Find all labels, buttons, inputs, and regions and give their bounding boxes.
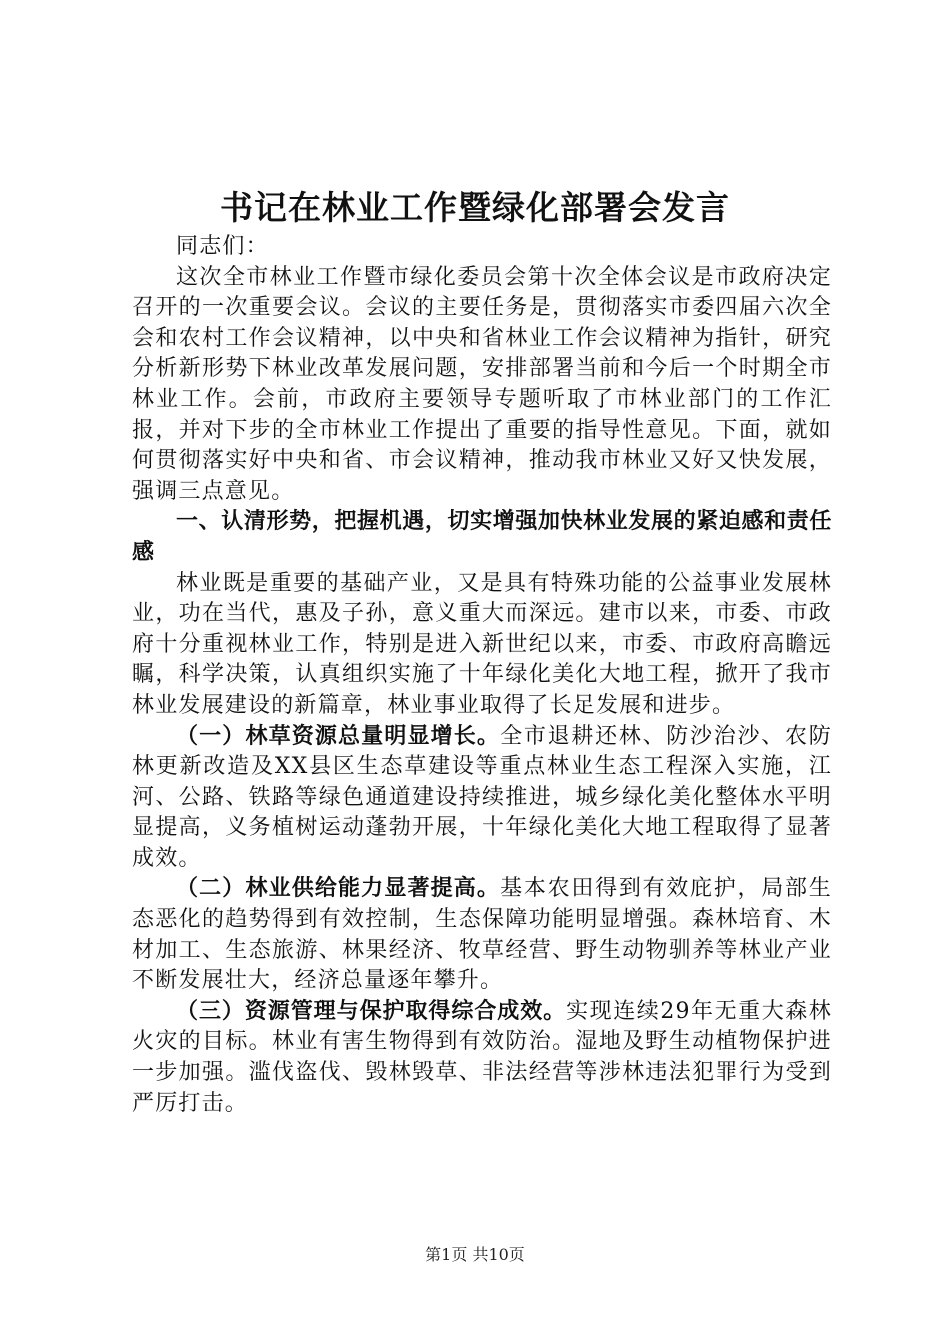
item-2-paragraph	[132, 874, 832, 996]
document-body	[132, 232, 832, 1119]
item-3-lead: （三）资源管理与保护取得综合成效。	[176, 998, 567, 1024]
item-2-text: 基本农田得到有效庇护，局部生态恶化的趋势得到有效控制，生态保障功能明显增强。森林培育、木材加工、生态旅游、林果经济、牧草经营、野生动物驯养等林业产业不断发展壮大，经济总量逐年攀升。	[132, 876, 832, 994]
item-2-lead: （二）林业供给能力显著提高。	[176, 876, 501, 902]
greeting: 同志们：	[176, 234, 269, 259]
intro-paragraph: 这次全市林业工作暨市绿化委员会第十次全体会议是市政府决定召开的一次重要会议。会议的主要任务是，贯彻落实市委四届六次全会和农村工作会议精神，以中央和省林业工作会议精神为指针，研究分析新形势下林业改革发展问题，安排部署当前和今后一个时期全市林业工作。会前，市政府主要领导专题听取了市林业部门的工作汇报，并对下步的全市林业工作提出了重要的指导性意见。下面，就如何贯彻落实好中央和省、市会议精神，推动我市林业又好又快发展，强调三点意见。	[132, 264, 832, 504]
page-footer: 第1页 共10页	[425, 1245, 525, 1264]
section-1-heading: 一、认清形势，把握机遇，切实增强加快林业发展的紧迫感和责任感	[132, 509, 832, 565]
item-3-paragraph	[132, 997, 832, 1119]
item-1-paragraph	[132, 722, 832, 875]
section-1-paragraph: 林业既是重要的基础产业，又是具有特殊功能的公益事业发展林业，功在当代，惠及子孙，意义重大而深远。建市以来，市委、市政府十分重视林业工作，特别是进入新世纪以来，市委、市政府高瞻远瞩，科学决策，认真组织实施了十年绿化美化大地工程，掀开了我市林业发展建设的新篇章，林业事业取得了长足发展和进步。	[132, 570, 832, 718]
item-3-text: 实现连续29年无重大森林火灾的目标。林业有害生物得到有效防治。湿地及野生动植物保护进一步加强。滥伐盗伐、毁林毁草、非法经营等涉林违法犯罪行为受到严厉打击。	[132, 998, 832, 1116]
item-1-text: 全市退耕还林、防沙治沙、农防林更新改造及XX县区生态草建设等重点林业生态工程深入实施，江河、公路、铁路等绿色通道建设持续推进，城乡绿化美化整体水平明显提高，义务植树运动蓬勃开展，十年绿化美化大地工程取得了显著成效。	[132, 723, 832, 871]
document-title: 书记在林业工作暨绿化部署会发言	[220, 188, 730, 227]
item-1-lead: （一）林草资源总量明显增长。	[176, 723, 501, 749]
